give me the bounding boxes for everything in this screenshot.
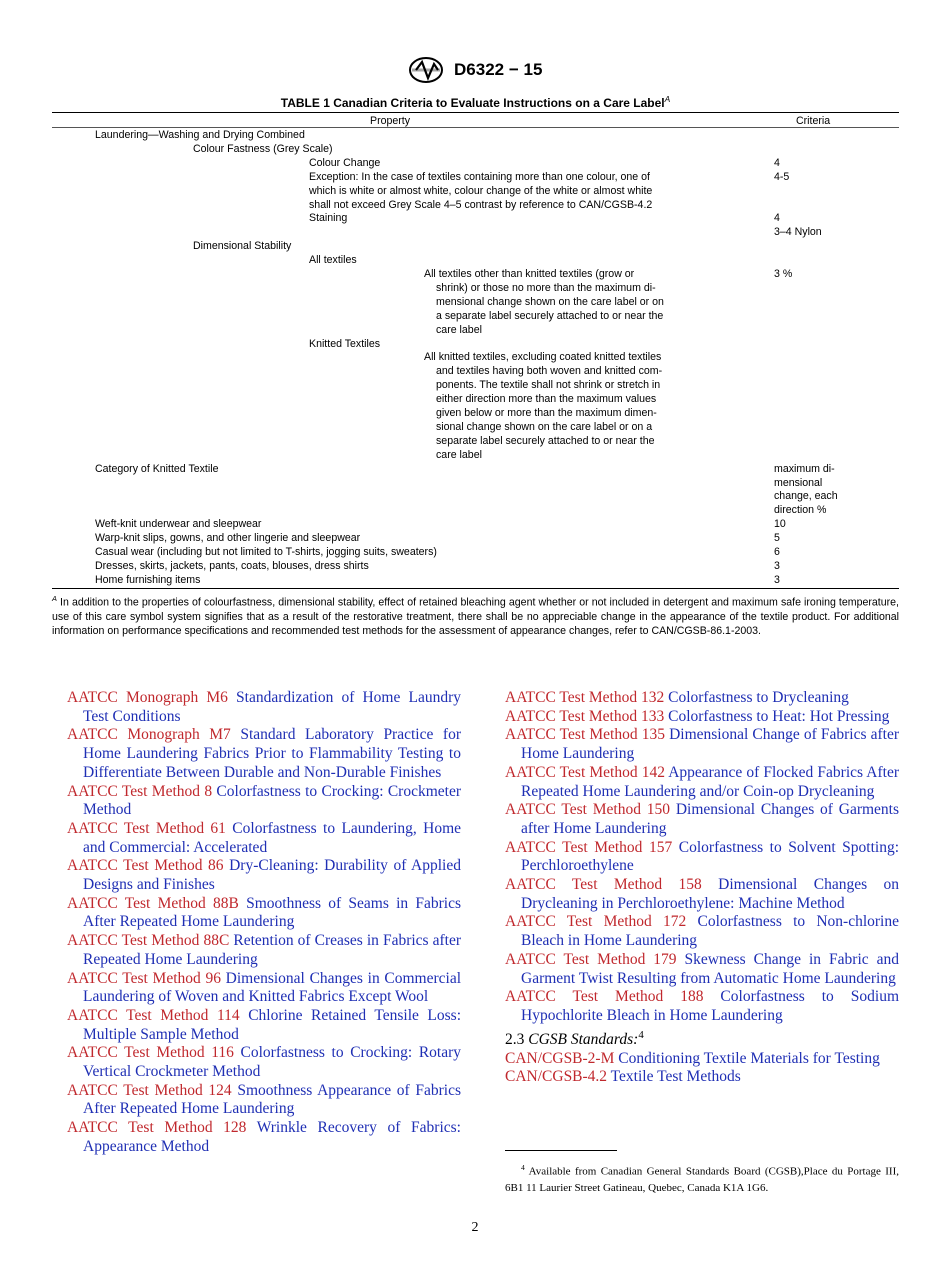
reference-designation[interactable]: AATCC Monograph M6 (67, 689, 228, 706)
reference-designation[interactable]: AATCC Test Method 88C (67, 932, 230, 950)
reference-title[interactable]: Dimensional Change of Fabrics after Home Laundering (521, 726, 900, 763)
table-row-text: All knitted textiles, excluding coated knitted textiles (424, 351, 662, 364)
reference-designation[interactable]: AATCC Test Method 142 (505, 763, 665, 781)
footnote-separator (505, 1150, 617, 1151)
reference-title[interactable]: Colorfastness to Drycleaning (668, 689, 849, 706)
reference-designation[interactable]: AATCC Test Method 124 (67, 1081, 232, 1099)
table-row-text: mensional change shown on the care label or on (436, 295, 664, 308)
reference-title[interactable]: Dry-Cleaning: Durability of Applied Designs and Finishes (83, 857, 461, 894)
reference-title[interactable]: Smoothness Appearance of Fabrics After Repeated Home Laundering (83, 1081, 462, 1118)
table-row-text: shall not exceed Grey Scale 4–5 contrast by reference to CAN/CGSB-4.2 (309, 198, 653, 211)
reference-designation[interactable]: AATCC Test Method 116 (67, 1044, 234, 1062)
reference-entry (67, 857, 461, 894)
reference-title[interactable]: Dimensional Changes on Drycleaning in Perchloroethylene: Machine Method (521, 876, 900, 912)
reference-entry (505, 764, 899, 801)
reference-title[interactable]: Conditioning Textile Materials for Testing (618, 1049, 880, 1067)
table-row-text: Laundering—Washing and Drying Combined (95, 129, 305, 141)
table-row-text: Dresses, skirts, jackets, pants, coats, blouses, dress shirts (95, 559, 369, 572)
reference-title[interactable]: Smoothness of Seams in Fabrics After Repeated Home Laundering (83, 894, 462, 931)
reference-entry (505, 988, 899, 1025)
reference-title[interactable]: Colorfastness to Non-chlorine Bleach in Home Laundering (521, 913, 899, 950)
reference-entry (505, 726, 899, 763)
table-row-criteria: 4-5 (774, 170, 790, 183)
table-row-criteria: mensional (774, 476, 823, 489)
reference-entry (505, 1050, 899, 1069)
table-row-text: sional change shown on the care label or on a (436, 420, 653, 433)
reference-entry (505, 801, 899, 838)
table-row-text: Warp-knit slips, gowns, and other lingerie and sleepwear (95, 532, 361, 545)
reference-title[interactable]: Colorfastness to Crocking: Rotary Vertical Crockmeter Method (83, 1044, 462, 1081)
table-row-criteria: 10 (774, 518, 786, 531)
reference-entry (67, 1082, 461, 1119)
table-row-criteria: maximum di- (774, 462, 835, 475)
reference-designation[interactable]: AATCC Test Method 128 (67, 1119, 247, 1137)
reference-entry (505, 876, 899, 913)
table-row-text: which is white or almost white, colour change of the white or almost white (309, 184, 653, 197)
reference-title[interactable]: Standard Laboratory Practice for Home Laundering Fabrics Prior to Flammability Testing to Differentiate Between Durable and Non-Durable Finishes (83, 726, 461, 781)
table-row-text: Knitted Textiles (309, 337, 381, 350)
reference-title[interactable]: Skewness Change in Fabric and Garment Twist Resulting from Automatic Home Laundering (521, 950, 899, 987)
reference-designation[interactable]: CAN/CGSB-4.2 (505, 1068, 608, 1086)
reference-entry (67, 895, 461, 932)
table-row-criteria: direction % (774, 504, 827, 517)
column-header-criteria: Criteria (796, 115, 831, 127)
reference-title[interactable]: Colorfastness to Heat: Hot Pressing (668, 707, 890, 725)
table-row-text: Weft-knit underwear and sleepwear (95, 518, 262, 531)
reference-title[interactable]: Wrinkle Recovery of Fabrics: Appearance Method (83, 1119, 461, 1155)
references-right-column (505, 689, 899, 1087)
table-row-criteria: 5 (774, 532, 780, 545)
reference-designation[interactable]: AATCC Test Method 86 (67, 857, 224, 875)
table-row-text: Exception: In the case of textiles containing more than one colour, one of (309, 170, 650, 183)
reference-entry (67, 820, 461, 857)
reference-title[interactable]: Appearance of Flocked Fabrics After Repeated Home Laundering and/or Coin-op Drycleaning (521, 763, 899, 800)
reference-title[interactable]: Dimensional Changes of Garments after Home Laundering (521, 801, 900, 837)
reference-title[interactable]: Colorfastness to Sodium Hypochlorite Bleach in Home Laundering (521, 988, 899, 1024)
reference-designation[interactable]: AATCC Test Method 188 (505, 988, 704, 1006)
table-row-text: care label (436, 448, 482, 461)
table-row-text: a separate label securely attached to or near the (436, 309, 664, 322)
table-row-criteria: 4 (774, 156, 780, 169)
reference-title[interactable]: Colorfastness to Crocking: Crockmeter Method (83, 782, 461, 819)
reference-designation[interactable]: AATCC Test Method 61 (67, 819, 226, 837)
reference-title[interactable]: Colorfastness to Solvent Spotting: Perchloroethylene (521, 838, 900, 875)
reference-entry (67, 970, 461, 1007)
reference-entry (505, 913, 899, 950)
page-footnote: $^4$ Available from Canadian General Standards Board (CGSB),Place du Portage III, 6B1 11 Laurier Street Gatineau, Quebec, Canada K1A 1G6. (505, 1163, 899, 1194)
reference-title[interactable]: Chlorine Retained Tensile Loss: Multiple Sample Method (83, 1006, 462, 1043)
table-row-text: either direction more than the maximum values (436, 393, 657, 406)
table-row-text: Colour Change (309, 156, 381, 169)
table-top-rule (52, 112, 899, 113)
reference-designation[interactable]: AATCC Test Method 133 (505, 707, 665, 725)
reference-entry (67, 783, 461, 820)
table-row-criteria: 3–4 Nylon (774, 226, 822, 239)
table-row-criteria: 4 (774, 212, 780, 225)
reference-entry (505, 839, 899, 876)
reference-entry (505, 708, 899, 727)
column-header-property: Property (370, 115, 411, 127)
reference-entry (67, 1044, 461, 1081)
reference-title[interactable]: Retention of Creases in Fabrics after Repeated Home Laundering (83, 932, 461, 968)
table-row-text: Colour Fastness (Grey Scale) (193, 142, 333, 155)
references-left-column (67, 689, 461, 1157)
reference-title[interactable]: Colorfastness to Laundering, Home and Commercial: Accelerated (83, 819, 462, 856)
reference-entry (67, 932, 461, 969)
reference-title[interactable]: Dimensional Changes in Commercial Laundering of Woven and Knitted Fabrics Except Wool (83, 969, 462, 1006)
reference-entry (505, 951, 899, 988)
table-row-text: Casual wear (including but not limited to T-shirts, jogging suits, sweaters) (95, 546, 437, 558)
table-row-text: shrink) or those no more than the maximum di- (436, 281, 656, 294)
table-row-text: ponents. The textile shall not shrink or stretch in (436, 379, 661, 392)
reference-designation[interactable]: AATCC Test Method 96 (67, 969, 221, 987)
reference-designation[interactable]: AATCC Test Method 88B (67, 894, 239, 912)
reference-designation[interactable]: AATCC Test Method 179 (505, 950, 677, 968)
reference-entry (67, 689, 461, 726)
table-row-criteria: 6 (774, 546, 780, 558)
reference-entry (505, 1068, 899, 1087)
reference-title[interactable]: Textile Test Methods (610, 1068, 741, 1086)
table-row-text: Category of Knitted Textile (95, 462, 219, 475)
reference-entry (67, 726, 461, 782)
reference-designation[interactable]: CAN/CGSB-2-M (505, 1049, 615, 1067)
section-2-3-heading: 2.3 CGSB Standards:$^4$ (505, 1028, 644, 1048)
astm-logo-icon (408, 56, 444, 84)
table-row-text: Home furnishing items (95, 573, 201, 586)
table-row-text: and textiles having both woven and knitted com- (436, 365, 663, 378)
document-designation: D6322 − 15 (454, 60, 543, 79)
table-row-text: care label (436, 323, 482, 336)
page-header (0, 56, 950, 84)
reference-designation[interactable]: AATCC Test Method 114 (67, 1006, 240, 1024)
reference-entry (67, 1007, 461, 1044)
table-row-criteria: change, each (774, 490, 838, 503)
reference-entry (67, 1119, 461, 1156)
reference-title[interactable]: Standardization of Home Laundry Test Conditions (83, 689, 461, 725)
reference-designation[interactable]: AATCC Test Method 157 (505, 838, 673, 856)
reference-designation[interactable]: AATCC Test Method 158 (505, 876, 702, 894)
reference-designation[interactable]: AATCC Test Method 135 (505, 726, 665, 744)
table-row-text: given below or more than the maximum dimen- (436, 407, 657, 419)
table-row-text: Dimensional Stability (193, 240, 292, 253)
reference-entry (505, 689, 899, 708)
table-row-criteria: 3 % (774, 268, 793, 280)
table-row-criteria: 3 (774, 559, 780, 572)
table-footnote: $^A$ In addition to the properties of colourfastness, dimensional stability, effect of retained bleaching agent whether or not included in detergent and maximum safe ironing temperature, use of this care symbol system signifies that as a result of the restorative treatment, there shall be no appreciable change in the appearance of the textile product. For additional information on performance specifications and recommended test methods for the assessment of appearance changes, refer to CAN/CGSB-86.1-2003. (52, 594, 899, 637)
page-number: 2 (471, 1220, 479, 1235)
table-title: TABLE 1 Canadian Criteria to Evaluate Instructions on a Care Label$^A$ (280, 94, 671, 110)
reference-designation[interactable]: AATCC Test Method 150 (505, 801, 671, 819)
reference-designation[interactable]: AATCC Test Method 172 (505, 913, 687, 931)
table-row-text: Staining (309, 212, 348, 225)
table-row-criteria: 3 (774, 573, 780, 586)
reference-designation[interactable]: AATCC Monograph M7 (67, 726, 231, 744)
table-row-text: All textiles other than knitted textiles (grow or (424, 268, 635, 280)
table-row-text: All textiles (309, 254, 357, 267)
table-bottom-rule (52, 588, 899, 589)
reference-designation[interactable]: AATCC Test Method 8 (67, 782, 213, 800)
table-row-text: separate label securely attached to or near the (436, 434, 655, 447)
reference-designation[interactable]: AATCC Test Method 132 (505, 689, 665, 706)
